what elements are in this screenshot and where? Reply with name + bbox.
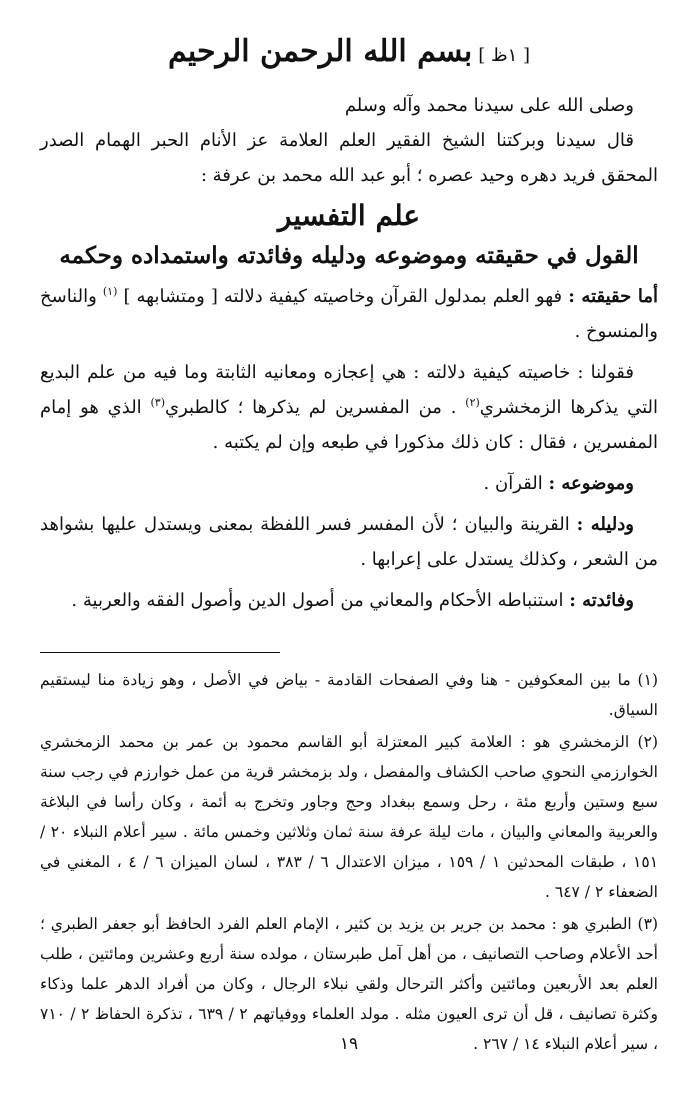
- section-subtitle: القول في حقيقته وموضوعه ودليله وفائدته واستمداده وحكمه: [59, 242, 639, 269]
- footnote-ref-1[interactable]: (١): [102, 285, 118, 298]
- term-evidence: ودليله :: [576, 514, 634, 535]
- paragraph-subject: [40, 466, 658, 501]
- explanation-lead: فقولنا :: [577, 362, 634, 383]
- salutation-line: وصلى الله على سيدنا محمد وآله وسلم: [344, 95, 634, 116]
- term-definition: أما حقيقته :: [568, 286, 659, 307]
- intro-paragraph: قال سيدنا وبركتنا الشيخ الفقير العلم العلامة عز الأنام الحبر الهمام الصدر المحقق فريد دهره وحيد عصره ؛ أبو عبد الله محمد بن عرفة :: [40, 130, 658, 186]
- evidence-text: القرينة والبيان ؛ لأن المفسر فسر اللفظة بمعنى ويستدل عليها بشواهد من الشعر ، وكذلك يستدل على إعرابها .: [40, 514, 658, 570]
- paragraph-evidence: [40, 507, 658, 577]
- term-subject: وموضوعه :: [548, 473, 634, 494]
- basmala-text: بسم الله الرحمن الرحيم: [167, 34, 473, 69]
- paragraph-benefit: [40, 583, 658, 618]
- term-benefit: وفائدته :: [569, 590, 634, 611]
- explanation-text-b: . من المفسرين لم يذكرها ؛ كالطبري: [165, 397, 457, 418]
- footnote-2: (٢) الزمخشري هو : العلامة كبير المعتزلة أبو القاسم محمود بن عمر بن محمد الزمخشري الخوارزمي النحوي صاحب الكشاف والمفصل ، ولد بزمخشر قرية من عمل خوارزم في رجب سنة سبع وستين وأربع مئة ، رحل وسمع ببغداد وحج وجاور وتخرج به أئمة ، وكان رأسا في البلاغة والعربية والمعاني والبيان ، مات ليلة عرفة سنة ثمان وثلاثين وخمس مائة . سير أعلام النبلاء ٢٠ / ١٥١ ، طبقات المحدثين ١ / ١٥٩ ، ميزان الاعتدال ٦ / ٣٨٣ ، لسان الميزان ٦ / ٤ ، المغني في الضعفاء ٢ / ٦٤٧ .: [40, 733, 659, 901]
- subject-text: القرآن .: [483, 473, 543, 494]
- definition-tail: والناسخ والمنسوخ .: [40, 286, 658, 342]
- section-title: علم التفسير: [277, 199, 421, 232]
- footnote-3: (٣) الطبري هو : محمد بن جرير بن يزيد بن كثير ، الإمام العلم الفرد الحافظ أبو جعفر الطبري ؛ أحد الأعلام وصاحب التصانيف ، من أهل آمل طبرستان ، مولده سنة أربع وعشرين ومائتين ، طلب العلم بعد الأربعين ومائتين وأكثر الترحال ولقي نبلاء الرجال ، وكان من أفراد الدهر علما وذكاء وكثرة تصانيف ، قل أن ترى العيون مثله . مولد العلماء ووفياتهم ٢ / ٦٣٩ ، تذكرة الحفاظ ٢ / ٧١٠ ، سير أعلام النبلاء ١٤ / ٢٦٧ .: [40, 915, 659, 1053]
- explanation-text-c: الذي هو إمام المفسرين ، فقال : كان ذلك مذكورا في طبعه وإن لم يكتبه .: [40, 397, 658, 453]
- basmala-heading: [40, 30, 658, 78]
- paragraph-explanation: [40, 355, 658, 460]
- benefit-text: استنباطه الأحكام والمعاني من أصول الدين وأصول الفقه والعربية .: [71, 590, 564, 611]
- definition-text: فهو العلم بمدلول القرآن وخاصيته كيفية دلالته [ ومتشابهه ]: [123, 286, 563, 307]
- folio-mark: [ ١ظ ]: [478, 45, 531, 66]
- footnotes-section: [40, 665, 658, 1059]
- footnote-divider: [40, 652, 280, 653]
- page-number: ١٩: [339, 1034, 359, 1054]
- paragraph-definition: [40, 279, 658, 349]
- footnote-ref-2[interactable]: (٢): [465, 396, 480, 409]
- explanation-text-a: خاصيته كيفية دلالته : هي إعجازه ومعانيه الثابتة وما فيه من علم البديع التي يذكرها الزمخشري: [40, 362, 658, 418]
- footnote-ref-3[interactable]: (٣): [150, 396, 166, 409]
- footnote-1: (١) ما بين المعكوفين - هنا وفي الصفحات القادمة - بياض في الأصل ، وهو زيادة منا ليستقيم السياق.: [40, 671, 658, 719]
